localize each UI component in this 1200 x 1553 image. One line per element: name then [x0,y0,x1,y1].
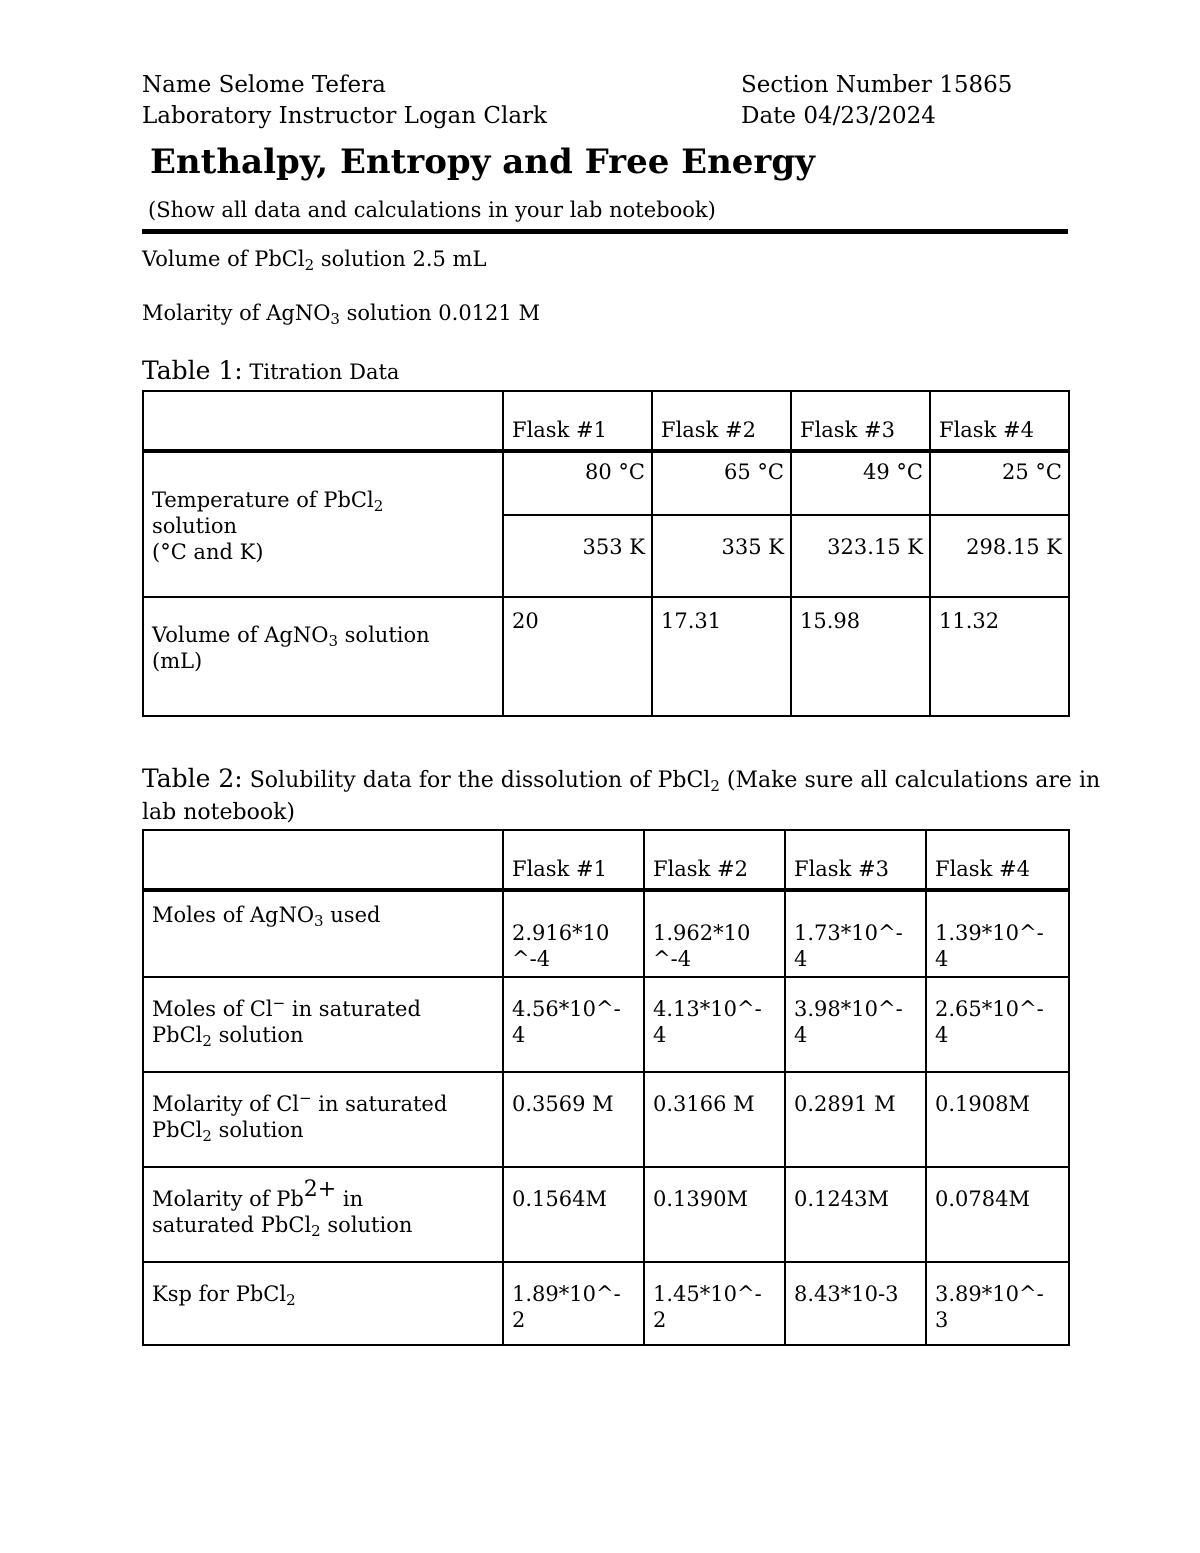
table1-header-flask2: Flask #2 [652,391,791,451]
table-row [143,1072,1069,1167]
table1-header-flask4: Flask #4 [930,391,1069,451]
solubility-table [142,829,1070,1346]
ksp-flask1: 1.89*10^- 2 [503,1262,644,1345]
molarity-pb-flask3: 0.1243M [785,1167,926,1262]
student-name: Name Selome Tefera [142,72,386,98]
table2-corner-cell [143,830,503,890]
temp-c-flask2: 65 °C [652,451,791,515]
title-rule [142,229,1068,234]
table-row [143,1167,1069,1262]
volume-flask2: 17.31 [652,597,791,716]
page-title: Enthalpy, Entropy and Free Energy [150,142,815,182]
volume-flask3: 15.98 [791,597,930,716]
agno3-volume-label: Volume of AgNO$_3$ solution (mL) [143,597,503,716]
molarity-cl-label: Molarity of Cl− in saturated PbCl$_2$ solution [143,1072,503,1167]
moles-cl-flask1: 4.56*10^- 4 [503,977,644,1072]
temperature-label: Temperature of PbCl$_2$ solution (°C and K) [143,451,503,597]
pbcl2-volume: Volume of PbCl$_2$ solution 2.5 mL [142,247,487,274]
moles-agno3-flask1: 2.916*10 ^-4 [503,890,644,977]
volume-flask4: 11.32 [930,597,1069,716]
molarity-cl-flask1: 0.3569 M [503,1072,644,1167]
table1-caption: Table 1: Titration Data [142,356,400,385]
agno3-molarity: Molarity of AgNO$_3$ solution 0.0121 M [142,301,540,328]
ksp-label: Ksp for PbCl$_2$ [143,1262,503,1345]
table-row [143,1262,1069,1345]
table2-header-flask1: Flask #1 [503,830,644,890]
titration-table [142,390,1070,717]
temp-k-flask3: 323.15 K [791,515,930,597]
ksp-flask4: 3.89*10^- 3 [926,1262,1069,1345]
molarity-pb-flask2: 0.1390M [644,1167,785,1262]
table1-header-flask3: Flask #3 [791,391,930,451]
ksp-flask2: 1.45*10^- 2 [644,1262,785,1345]
table2-header-flask2: Flask #2 [644,830,785,890]
lab-instructor: Laboratory Instructor Logan Clark [142,103,547,129]
temp-k-flask4: 298.15 K [930,515,1069,597]
section-number: Section Number 15865 [741,72,1013,98]
table2-header-row [143,830,1069,890]
table2-header-flask4: Flask #4 [926,830,1069,890]
molarity-cl-flask2: 0.3166 M [644,1072,785,1167]
moles-cl-label: Moles of Cl− in saturated PbCl$_2$ solution [143,977,503,1072]
temp-k-flask2: 335 K [652,515,791,597]
molarity-pb-label: Molarity of $Pb^{2+}$ in saturated PbCl$_2$ solution [143,1167,503,1262]
volume-flask1: 20 [503,597,652,716]
table-row [143,597,1069,716]
page-subtitle: (Show all data and calculations in your lab notebook) [148,198,716,222]
moles-agno3-flask3: 1.73*10^- 4 [785,890,926,977]
temp-c-flask1: 80 °C [503,451,652,515]
molarity-pb-flask4: 0.0784M [926,1167,1069,1262]
table1-header-flask1: Flask #1 [503,391,652,451]
temp-c-flask4: 25 °C [930,451,1069,515]
table-row [143,451,1069,515]
moles-cl-flask4: 2.65*10^- 4 [926,977,1069,1072]
moles-agno3-flask4: 1.39*10^- 4 [926,890,1069,977]
temp-k-flask1: 353 K [503,515,652,597]
molarity-cl-flask3: 0.2891 M [785,1072,926,1167]
moles-agno3-label: Moles of AgNO$_3$ used [143,890,503,977]
table1-corner-cell [143,391,503,451]
moles-agno3-flask2: 1.962*10 ^-4 [644,890,785,977]
molarity-cl-flask4: 0.1908M [926,1072,1069,1167]
table2-header-flask3: Flask #3 [785,830,926,890]
report-date: Date 04/23/2024 [741,103,936,129]
moles-cl-flask2: 4.13*10^- 4 [644,977,785,1072]
moles-cl-flask3: 3.98*10^- 4 [785,977,926,1072]
table2-caption: Table 2: Solubility data for the dissolution of PbCl$_2$ (Make sure all calculations are in lab notebook) [142,764,1101,825]
molarity-pb-flask1: 0.1564M [503,1167,644,1262]
table-row [143,890,1069,977]
table-row [143,977,1069,1072]
table1-header-row [143,391,1069,451]
ksp-flask3: 8.43*10-3 [785,1262,926,1345]
temp-c-flask3: 49 °C [791,451,930,515]
